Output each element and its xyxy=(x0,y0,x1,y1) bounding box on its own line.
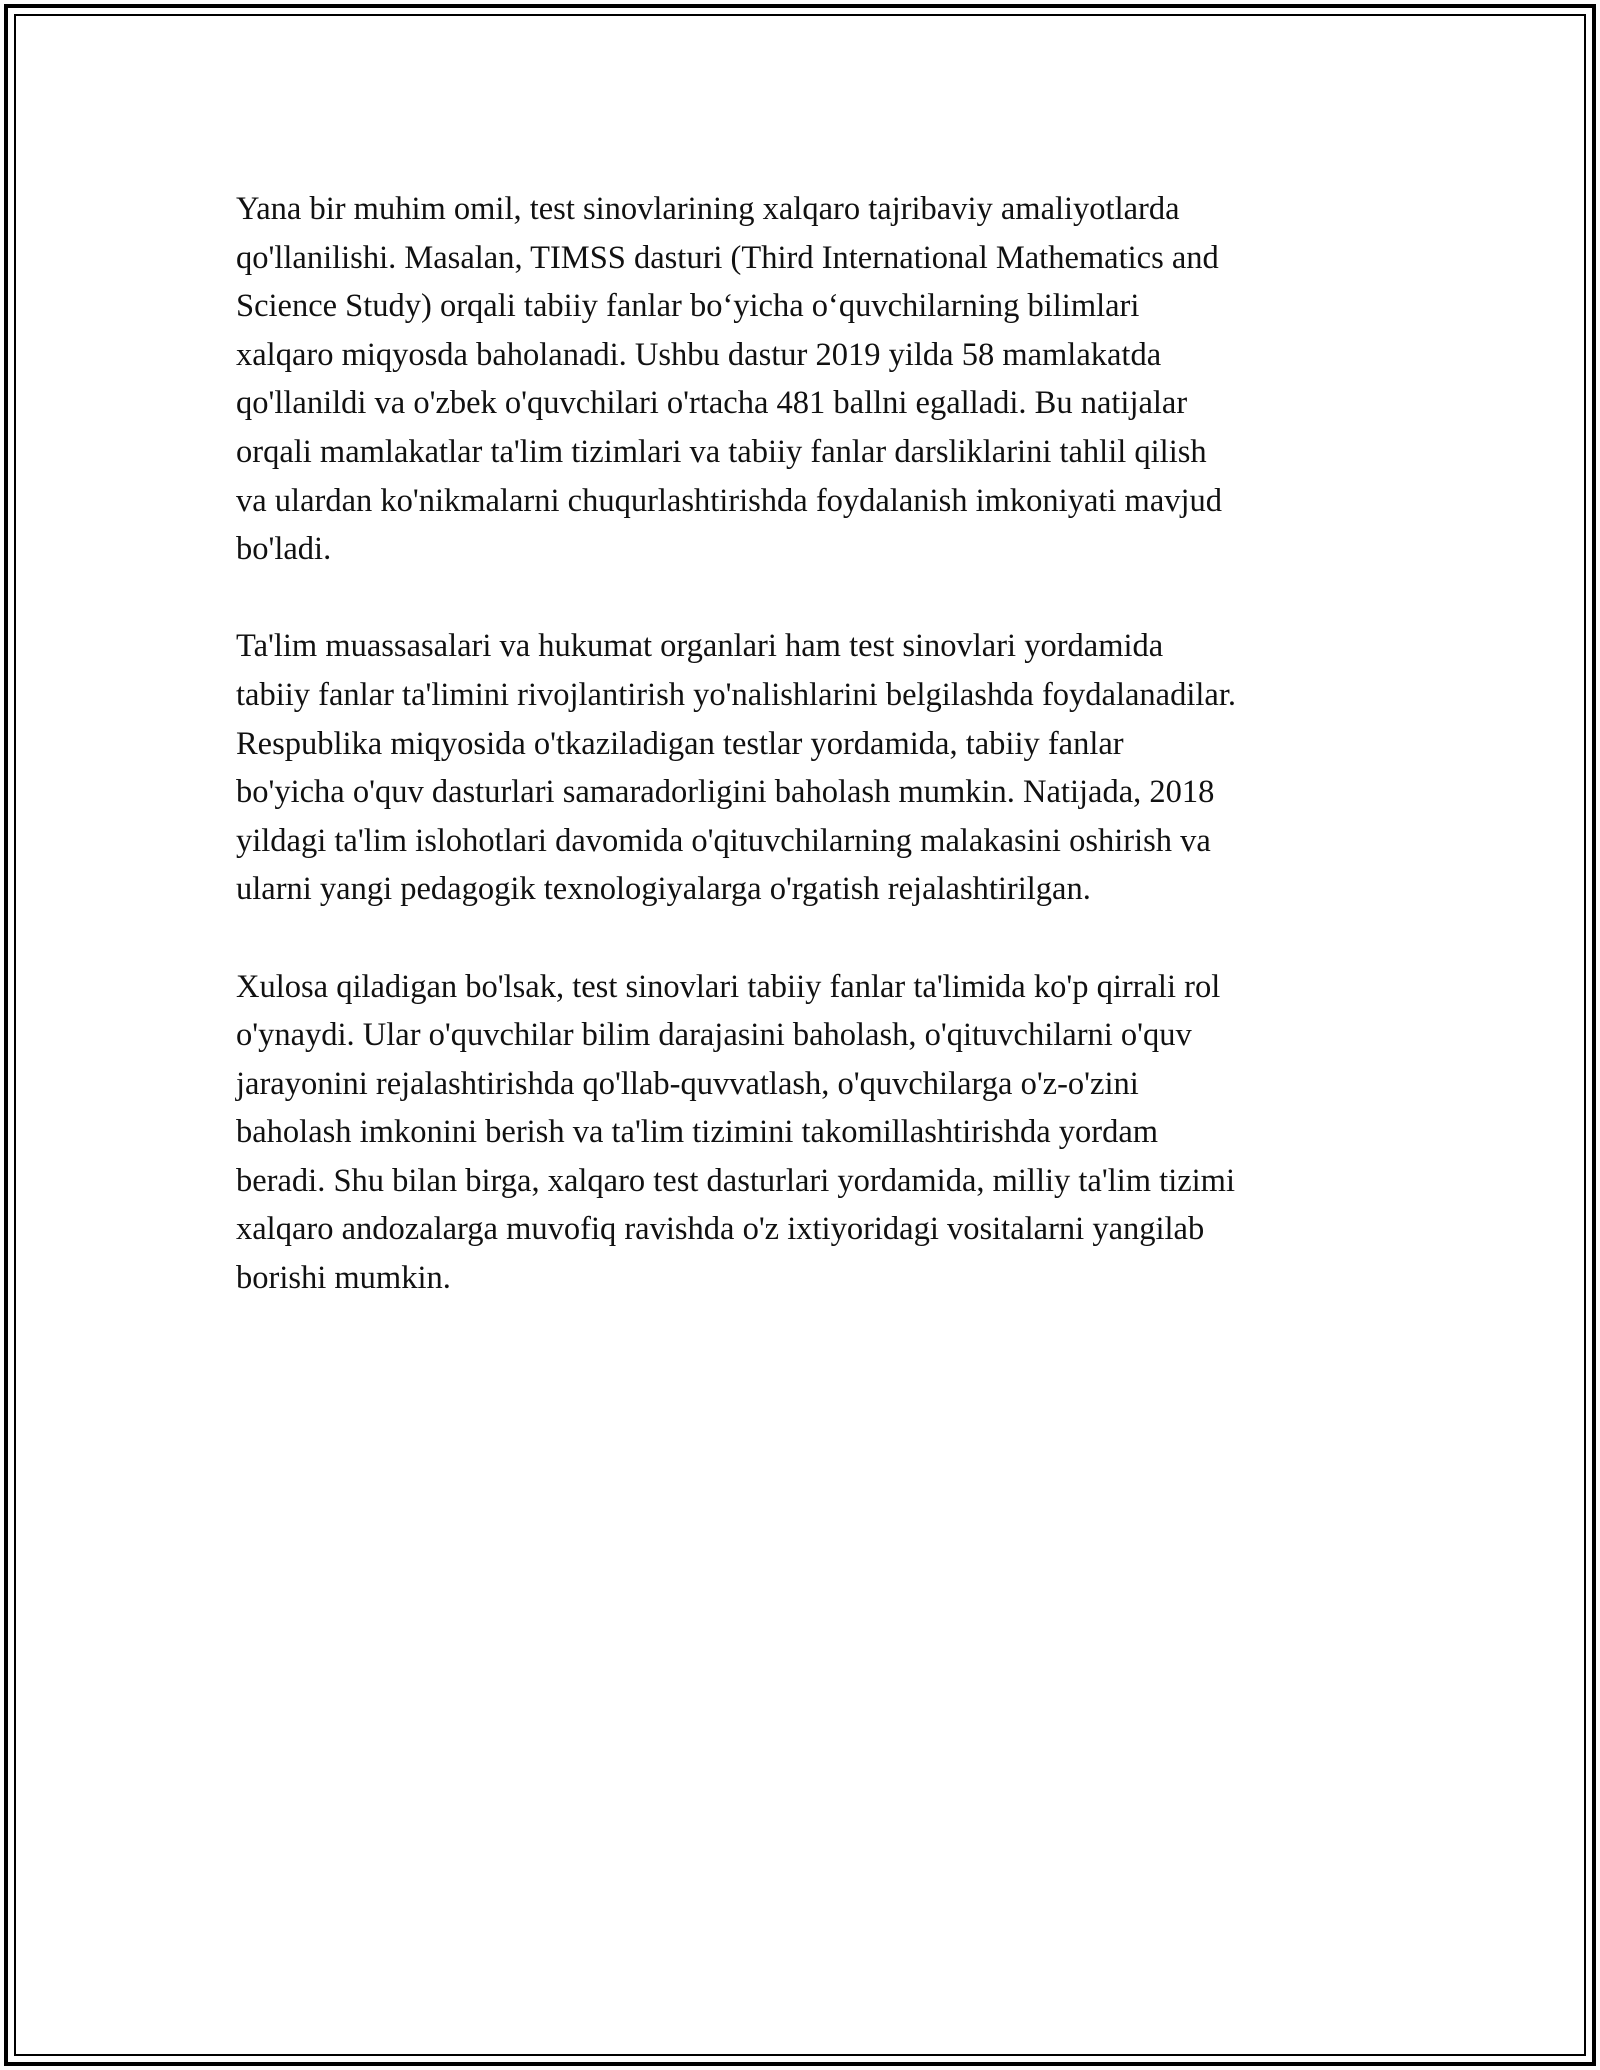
text-line: ularni yangi pedagogik texnologiyalarga o'rgatish rejalashtirilgan. xyxy=(236,871,1091,908)
text-line: yildagi ta'lim islohotlari davomida o'qituvchilarning malakasini oshirish va xyxy=(236,822,1211,859)
text-line: bo'ladi. xyxy=(236,531,332,568)
text-line: baholash imkonini berish va ta'lim tizimini takomillashtirishda yordam xyxy=(236,1114,1159,1151)
text-line: Respublika miqyosida o'tkaziladigan testlar yordamida, tabiiy fanlar xyxy=(236,725,1124,762)
text-line: xalqaro miqyosda baholanadi. Ushbu dastur 2019 yilda 58 mamlakatda xyxy=(236,336,1162,373)
text-line: borishi mumkin. xyxy=(236,1260,451,1297)
text-line: tabiiy fanlar ta'limini rivojlantirish yo'nalishlarini belgilashda foydalanadilar. xyxy=(236,676,1236,713)
text-line: xalqaro andozalarga muvofiq ravishda o'z ixtiyoridagi vositalarni yangilab xyxy=(236,1211,1205,1248)
text-line: bo'yicha o'quv dasturlari samaradorligini baholash mumkin. Natijada, 2018 xyxy=(236,774,1215,811)
text-line: jarayonini rejalashtirishda qo'llab-quvvatlash, o'quvchilarga o'z-o'zini xyxy=(236,1065,1139,1102)
text-line: qo'llanilishi. Masalan, TIMSS dasturi (Third International Mathematics and xyxy=(236,239,1219,276)
paragraph-institutions xyxy=(236,622,1366,914)
paragraph-timss xyxy=(236,185,1366,574)
document-body xyxy=(236,185,1366,1351)
text-line: beradi. Shu bilan birga, xalqaro test dasturlari yordamida, milliy ta'lim tizimi xyxy=(236,1162,1235,1199)
text-line: orqali mamlakatlar ta'lim tizimlari va tabiiy fanlar darsliklarini tahlil qilish xyxy=(236,433,1207,470)
text-line: Yana bir muhim omil, test sinovlarining xalqaro tajribaviy amaliyotlarda xyxy=(236,191,1180,227)
text-line: qo'llanildi va o'zbek o'quvchilari o'rtacha 481 ballni egalladi. Bu natijalar xyxy=(236,385,1188,422)
text-line: o'ynaydi. Ular o'quvchilar bilim darajasini baholash, o'qituvchilarni o'quv xyxy=(236,1017,1192,1054)
text-line: Ta'lim muassasalari va hukumat organlari ham test sinovlari yordamida xyxy=(236,628,1164,665)
text-line: Xulosa qiladigan bo'lsak, test sinovlari tabiiy fanlar ta'limida ko'p qirrali rol xyxy=(236,968,1221,1005)
text-line: Science Study) orqali tabiiy fanlar bo‘yicha o‘quvchilarning bilimlari xyxy=(236,288,1140,325)
paragraph-conclusion xyxy=(236,963,1366,1303)
text-line: va ulardan ko'nikmalarni chuqurlashtirishda foydalanish imkoniyati mavjud xyxy=(236,482,1223,519)
